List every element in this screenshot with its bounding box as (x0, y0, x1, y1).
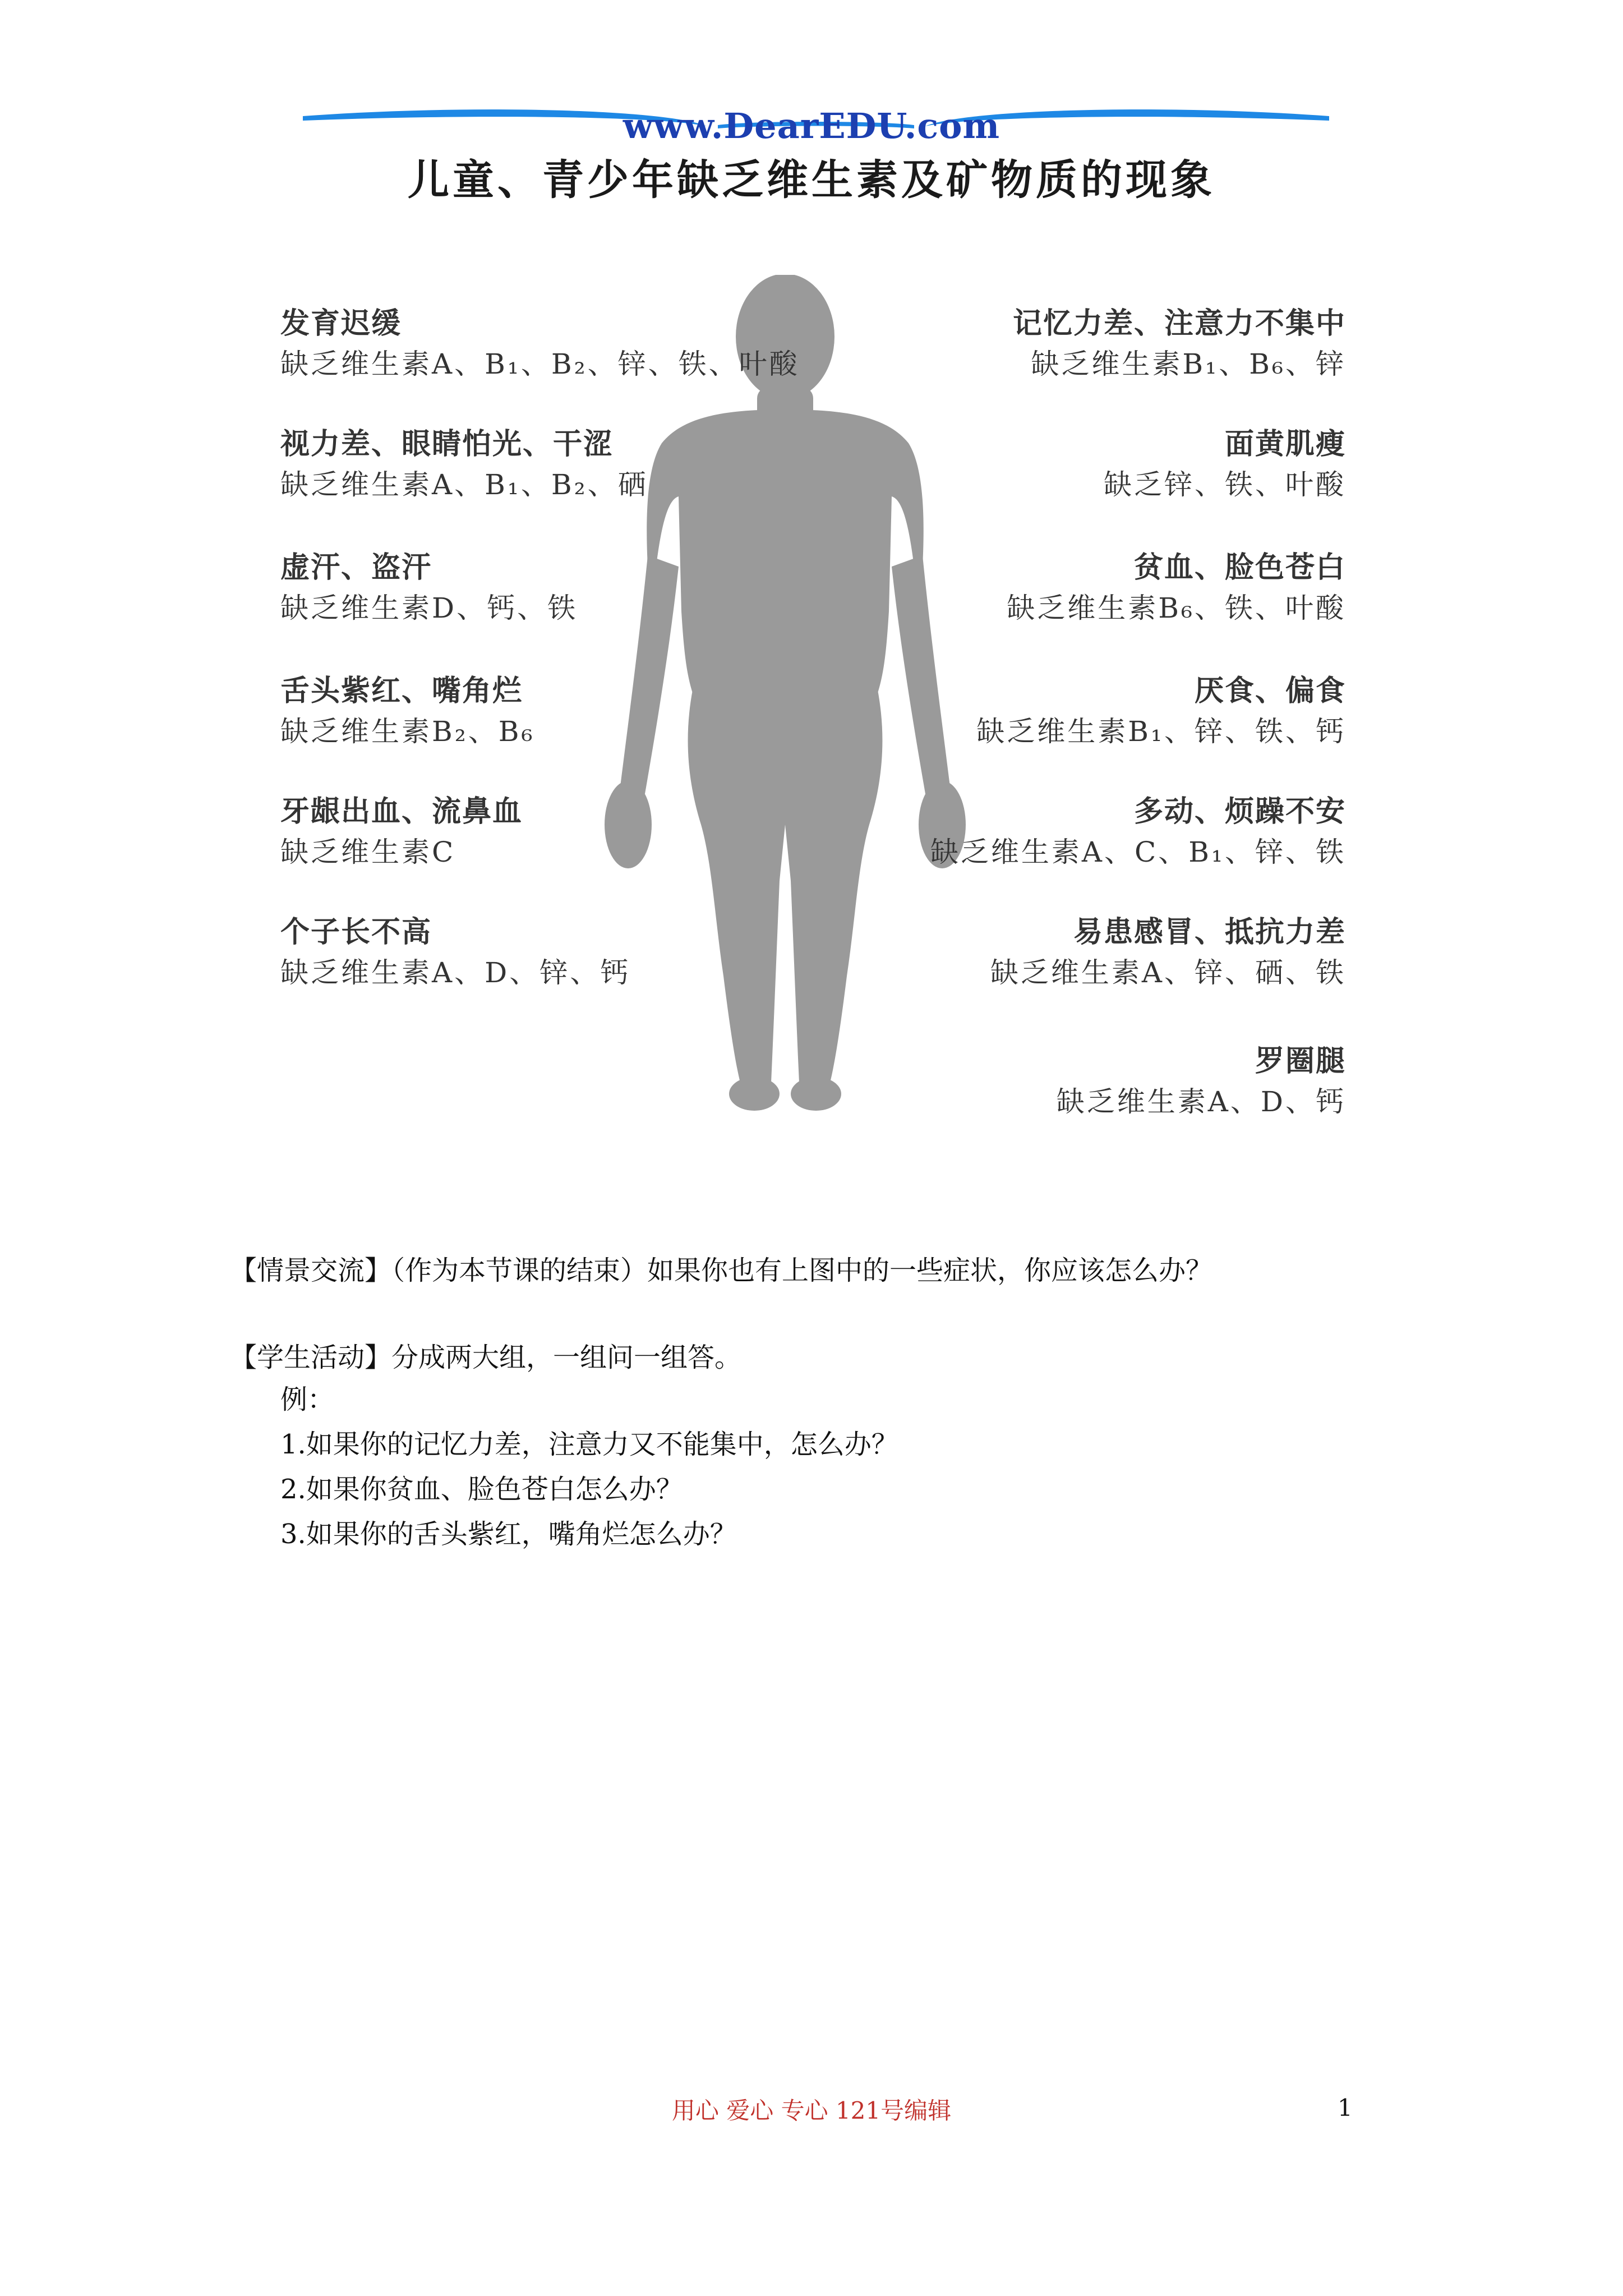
symptom-heading: 罗圈腿 (1255, 1045, 1346, 1078)
symptom-heading: 个子长不高 (280, 915, 432, 949)
symptom-heading: 多动、烦躁不安 (1133, 795, 1346, 829)
symptom-heading: 牙龈出血、流鼻血 (280, 795, 523, 829)
question-item: 2.如果你贫血、脸色苍白怎么办？ (280, 1474, 683, 1505)
deficiency-text: 缺乏维生素A、B₁、B₂、锌、铁、叶酸 (280, 348, 800, 380)
symptom-block-right (841, 794, 1346, 875)
question-item: 1.如果你的记忆力差，注意力又不能集中，怎么办？ (280, 1429, 898, 1460)
symptom-block-left (280, 550, 785, 631)
symptom-block-left (280, 426, 785, 507)
deficiency-text: 缺乏维生素B₁、B₆、锌 (1031, 348, 1346, 380)
symptom-block-left (280, 914, 785, 995)
deficiency-text: 缺乏锌、铁、叶酸 (1104, 468, 1346, 501)
symptom-block-right (841, 673, 1346, 754)
symptom-block-right (841, 914, 1346, 995)
symptom-block-left (280, 794, 785, 875)
symptom-block-right (841, 306, 1346, 386)
deficiency-text: 缺乏维生素C (280, 836, 456, 868)
scenario-paragraph: 【情景交流】（作为本节课的结束）如果你也有上图中的一些症状，你应该怎么办？ (230, 1255, 1213, 1286)
symptom-heading: 虚汗、盗汗 (280, 551, 432, 585)
symptom-block-right (841, 1043, 1346, 1124)
deficiency-text: 缺乏维生素A、D、锌、钙 (280, 956, 631, 989)
deficiency-text: 缺乏维生素A、B₁、B₂、硒 (280, 468, 648, 501)
page-number: 1 (1338, 2094, 1353, 2122)
symptom-heading: 记忆力差、注意力不集中 (1012, 307, 1346, 341)
site-url: www.DearEDU.com (623, 105, 1000, 146)
deficiency-text: 缺乏维生素B₆、铁、叶酸 (1007, 592, 1346, 624)
symptom-block-left (280, 306, 800, 386)
deficiency-text: 缺乏维生素B₁、锌、铁、钙 (976, 715, 1346, 748)
symptom-heading: 易患感冒、抵抗力差 (1073, 915, 1346, 949)
footer-text: 用心 爱心 专心 121号编辑 (671, 2097, 952, 2124)
symptom-block-left (280, 673, 785, 754)
symptom-heading: 发育迟缓 (280, 307, 402, 341)
symptom-block-right (841, 550, 1346, 631)
activity-paragraph: 【学生活动】分成两大组，一组问一组答。 (230, 1342, 742, 1373)
deficiency-text: 缺乏维生素B₂、B₆ (280, 715, 535, 748)
symptom-heading: 舌头紫红、嘴角烂 (280, 674, 523, 708)
symptom-heading: 贫血、脸色苍白 (1133, 551, 1346, 585)
example-label: 例： (280, 1384, 335, 1415)
question-item: 3.如果你的舌头紫红，嘴角烂怎么办？ (280, 1519, 737, 1550)
symptom-heading: 视力差、眼睛怕光、干涩 (280, 427, 614, 461)
deficiency-text: 缺乏维生素A、锌、硒、铁 (990, 956, 1346, 989)
symptom-block-right (841, 426, 1346, 507)
deficiency-text: 缺乏维生素A、D、钙 (1056, 1085, 1346, 1118)
figure-title: 儿童、青少年缺乏维生素及矿物质的现象 (408, 156, 1215, 204)
symptom-heading: 面黄肌瘦 (1224, 427, 1346, 461)
deficiency-text: 缺乏维生素A、C、B₁、锌、铁 (930, 836, 1346, 868)
deficiency-text: 缺乏维生素D、钙、铁 (280, 592, 578, 624)
symptom-heading: 厌食、偏食 (1194, 674, 1346, 708)
